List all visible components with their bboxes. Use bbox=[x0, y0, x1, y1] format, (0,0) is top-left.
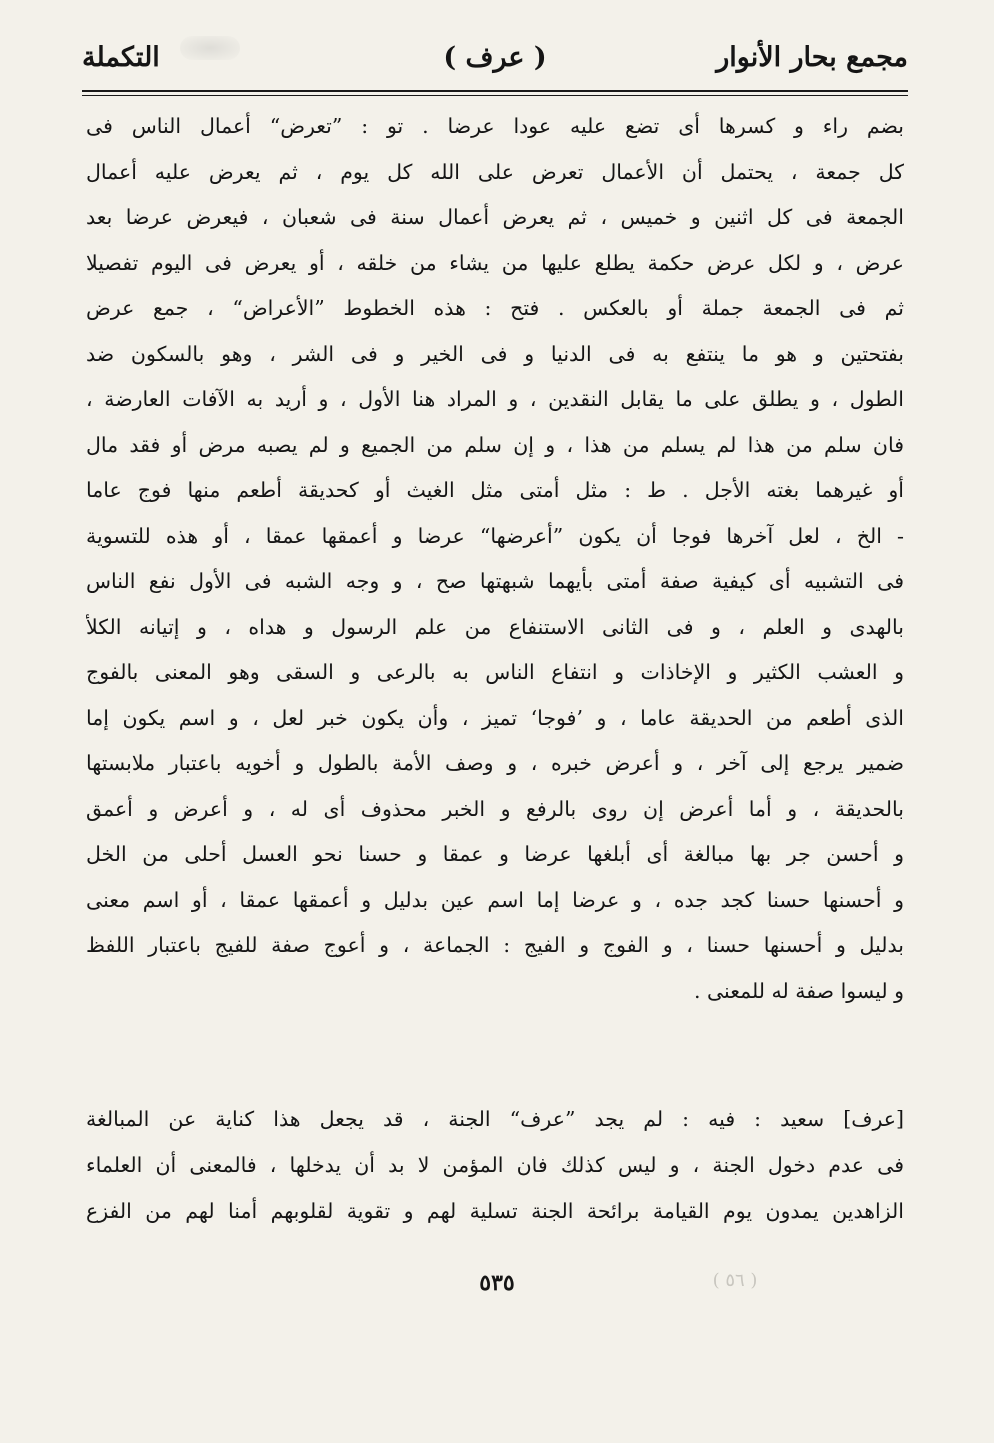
entry-text-line: [عرف] سعيد : فيه : لم يجد ”عرف“ الجنة ، قد يجعل هذا كناية عن المبالغة bbox=[86, 1107, 904, 1131]
text-line: و ليسوا صفة له للمعنى . bbox=[693, 978, 904, 1003]
text-line: بضم راء و كسرها أى تضع عليه عودا عرضا . تو : ”تعرض“ أعمال الناس فى bbox=[86, 114, 904, 138]
text-line: فان سلم من هذا لم يسلم من هذا ، و إن سلم من الجميع و لم يصبه مرض أو فقد مال bbox=[86, 432, 904, 457]
text-line: ضمير يرجع إلى آخر ، و أعرض خبره ، و وصف الأمة بالطول و أخويه باعتبار ملابستها bbox=[86, 751, 904, 775]
entry-text-line: الزاهدين يمدون يوم القيامة برائحة الجنة تسلية لهم و تقوية لقلوبهم أمنا لهم من الفزع bbox=[86, 1199, 904, 1223]
faint-bleed-mark bbox=[100, 1064, 220, 1084]
text-line: فى التشبيه أى كيفية صفة أمتى بأيهما شبهتها صح ، و وجه الشبه فى الأول نفع الناس bbox=[86, 569, 904, 593]
section-title: التكملة bbox=[82, 42, 160, 73]
header-rule-thick bbox=[82, 90, 908, 92]
text-line: ثم فى الجمعة جملة أو بالعكس . فتح : هذه الخطوط ”الأعراض“ ، جمع عرض bbox=[86, 296, 904, 320]
text-line: و العشب الكثير و الإخاذات و انتفاع الناس به بالرعى و السقى وهو المعنى بالفوج bbox=[86, 660, 904, 684]
book-title: مجمع بحار الأنوار bbox=[716, 42, 908, 73]
faint-stamp: ( ٥٦ ) bbox=[712, 1270, 758, 1291]
text-line: - الخ ، لعل آخرها فوجا أن يكون ”أعرضها“ عرضا و أعمقها عمقا ، أو هذه للتسوية bbox=[86, 523, 904, 548]
entry-text-line: فى عدم دخول الجنة ، و ليس كذلك فان المؤمن لا بد أن يدخلها ، فالمعنى أن العلماء bbox=[86, 1153, 904, 1177]
page-number: ٥٣٥ bbox=[479, 1270, 515, 1296]
text-line: بدليل و أحسنها حسنا ، و الفوج و الفيج : الجماعة ، و أعوج صفة للفيج باعتبار اللفظ bbox=[86, 933, 904, 957]
text-line: بالحديقة ، و أما أعرض إن روى بالرفع و الخبر محذوف أى له ، و أعرض و أعمق bbox=[86, 796, 904, 821]
text-line: و أحسنها حسنا كجد جده ، و عرضا إما اسم عين بدليل و أعمقها عمقا ، أو اسم معنى bbox=[86, 887, 904, 912]
text-line: كل جمعة ، يحتمل أن الأعمال تعرض على الله كل يوم ، ثم يعرض عليه أعمال bbox=[86, 159, 904, 184]
text-line: بفتحتين و هو ما ينتفع به فى الدنيا و فى الخير و فى الشر ، وهو بالسكون ضد bbox=[86, 341, 904, 366]
header-rule-thin bbox=[82, 95, 908, 96]
text-line: عرض ، و لكل عرض حكمة يطلع عليها من يشاء من خلقه ، أو يعرض فى اليوم تفصيلا bbox=[86, 250, 904, 275]
text-line: الجمعة فى كل اثنين و خميس ، ثم يعرض أعمال سنة فى شعبان ، فيعرض عرضا بعد bbox=[86, 205, 904, 229]
text-line: بالهدى و العلم ، و فى الثانى الاستنفاع من علم الرسول و هداه ، و إتيانه الكلأ bbox=[86, 614, 904, 639]
text-line: و أحسن جر بها مبالغة أى أبلغها عرضا و عمقا و حسنا نحو العسل أحلى من الخل bbox=[86, 842, 904, 866]
text-line: الطول ، و يطلق على ما يقابل النقدين ، و المراد هنا الأول ، و أريد به الآفات العارضة ، bbox=[86, 387, 904, 411]
main-text-block bbox=[86, 104, 904, 1014]
text-line: أو غيرهما بغته الأجل . ط : مثل أمتى مثل الغيث أو كحديقة أطعم منها فوج عاما bbox=[86, 478, 904, 502]
entry-block-arf bbox=[86, 1096, 904, 1234]
text-line: الذى أطعم من الحديقة عاما ، و ’فوجا‘ تميز ، وأن يكون خبر لعل ، و اسم يكون إما bbox=[86, 705, 904, 730]
entry-root-title: ( عرف ) bbox=[443, 42, 547, 73]
running-header bbox=[82, 34, 908, 84]
